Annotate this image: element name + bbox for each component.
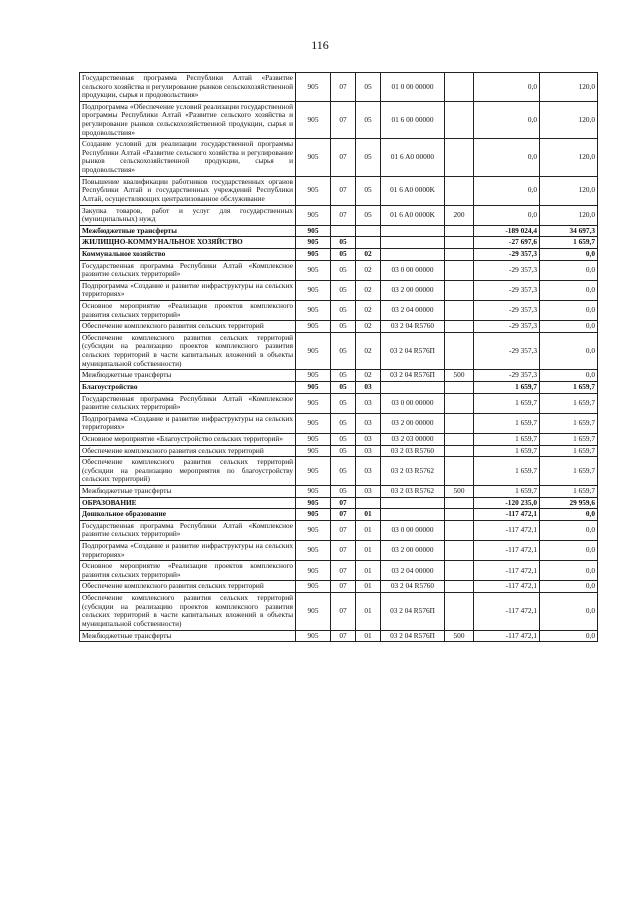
row-target-article: 03 2 03 R5760 xyxy=(381,445,445,457)
row-amount-2: 0,0 xyxy=(540,332,598,369)
row-subsection: 01 xyxy=(356,593,381,630)
row-section: 07 xyxy=(331,205,356,225)
row-section: 07 xyxy=(331,73,356,102)
row-ved: 905 xyxy=(296,593,331,630)
row-subsection xyxy=(356,497,381,509)
row-amount-1: 0,0 xyxy=(474,205,540,225)
row-subsection: 02 xyxy=(356,248,381,260)
row-expense-type xyxy=(445,581,474,593)
row-amount-1: 1 659,7 xyxy=(474,433,540,445)
row-section: 05 xyxy=(331,301,356,321)
table-row xyxy=(80,73,598,102)
row-expense-type: 500 xyxy=(445,370,474,382)
row-section: 05 xyxy=(331,332,356,369)
row-amount-2: 1 659,7 xyxy=(540,485,598,497)
row-section: 05 xyxy=(331,457,356,486)
row-ved: 905 xyxy=(296,237,331,249)
table-row xyxy=(80,260,598,280)
row-amount-2: 0,0 xyxy=(540,630,598,642)
row-expense-type xyxy=(445,280,474,300)
row-target-article: 03 2 00 00000 xyxy=(381,541,445,561)
row-amount-1: -117 472,1 xyxy=(474,630,540,642)
row-target-article: 03 2 03 R5762 xyxy=(381,485,445,497)
row-target-article: 03 2 04 R576П xyxy=(381,593,445,630)
row-amount-2: 120,0 xyxy=(540,73,598,102)
row-amount-2: 0,0 xyxy=(540,248,598,260)
row-section: 05 xyxy=(331,393,356,413)
row-section: 07 xyxy=(331,593,356,630)
row-target-article: 03 0 00 00000 xyxy=(381,260,445,280)
row-ved: 905 xyxy=(296,205,331,225)
row-amount-2: 120,0 xyxy=(540,205,598,225)
row-expense-type xyxy=(445,561,474,581)
row-target-article: 01 6 A0 0000K xyxy=(381,176,445,205)
row-subsection: 01 xyxy=(356,509,381,521)
row-name: Подпрограмма «Создание и развитие инфраструктуры на сельских территориях» xyxy=(80,413,296,433)
row-section: 05 xyxy=(331,260,356,280)
row-amount-1: 1 659,7 xyxy=(474,457,540,486)
row-amount-1: -27 697,6 xyxy=(474,237,540,249)
row-ved: 905 xyxy=(296,497,331,509)
row-ved: 905 xyxy=(296,541,331,561)
row-name: Основное мероприятие «Благоустройство сельских территорий» xyxy=(80,433,296,445)
row-target-article: 03 2 04 00000 xyxy=(381,301,445,321)
table-row xyxy=(80,332,598,369)
row-expense-type xyxy=(445,301,474,321)
row-expense-type: 200 xyxy=(445,205,474,225)
table-row xyxy=(80,393,598,413)
table-row xyxy=(80,381,598,393)
row-subsection: 03 xyxy=(356,381,381,393)
table-row xyxy=(80,457,598,486)
row-amount-1: 1 659,7 xyxy=(474,445,540,457)
row-amount-1: 0,0 xyxy=(474,73,540,102)
row-subsection: 01 xyxy=(356,541,381,561)
table-row xyxy=(80,509,598,521)
row-name: Государственная программа Республики Алтай «Комплексное развитие сельских территорий» xyxy=(80,393,296,413)
row-amount-2: 0,0 xyxy=(540,301,598,321)
row-ved: 905 xyxy=(296,393,331,413)
row-amount-2: 0,0 xyxy=(540,509,598,521)
row-amount-1: 1 659,7 xyxy=(474,413,540,433)
row-name: Обеспечение комплексного развития сельских территорий (субсидии на реализацию проектов комплексного развития сельских территорий в части капитальных вложений в объекты муниципальной собственности) xyxy=(80,332,296,369)
row-target-article: 03 2 04 00000 xyxy=(381,561,445,581)
row-name: Основное мероприятие «Реализация проектов комплексного развития сельских территорий» xyxy=(80,561,296,581)
table-row xyxy=(80,225,598,237)
row-section: 05 xyxy=(331,321,356,333)
row-ved: 905 xyxy=(296,381,331,393)
row-section: 07 xyxy=(331,561,356,581)
table-row xyxy=(80,485,598,497)
table-row xyxy=(80,497,598,509)
row-amount-1: -29 357,3 xyxy=(474,260,540,280)
row-subsection: 05 xyxy=(356,176,381,205)
row-subsection: 01 xyxy=(356,520,381,540)
row-amount-2: 0,0 xyxy=(540,280,598,300)
row-amount-1: -117 472,1 xyxy=(474,593,540,630)
row-amount-1: -29 357,3 xyxy=(474,332,540,369)
row-ved: 905 xyxy=(296,260,331,280)
row-ved: 905 xyxy=(296,370,331,382)
row-amount-1: 1 659,7 xyxy=(474,381,540,393)
row-expense-type xyxy=(445,260,474,280)
page-number: 116 xyxy=(311,38,329,52)
row-section: 07 xyxy=(331,139,356,176)
row-amount-2: 0,0 xyxy=(540,520,598,540)
row-amount-2: 0,0 xyxy=(540,321,598,333)
row-expense-type xyxy=(445,457,474,486)
row-subsection: 02 xyxy=(356,301,381,321)
row-amount-2: 120,0 xyxy=(540,139,598,176)
row-ved: 905 xyxy=(296,445,331,457)
row-amount-2: 29 959,6 xyxy=(540,497,598,509)
row-section: 05 xyxy=(331,485,356,497)
row-name: Государственная программа Республики Алтай «Развитие сельского хозяйства и регулирование рынков сельскохозяйственной продукции, сырья и продовольствия» xyxy=(80,73,296,102)
row-section: 07 xyxy=(331,101,356,138)
row-name: Межбюджетные трансферты xyxy=(80,630,296,642)
row-amount-2: 1 659,7 xyxy=(540,433,598,445)
table-row xyxy=(80,413,598,433)
row-subsection: 03 xyxy=(356,485,381,497)
row-ved: 905 xyxy=(296,73,331,102)
row-amount-2: 0,0 xyxy=(540,593,598,630)
row-ved: 905 xyxy=(296,561,331,581)
row-amount-1: 0,0 xyxy=(474,176,540,205)
row-expense-type: 500 xyxy=(445,485,474,497)
row-amount-1: -117 472,1 xyxy=(474,581,540,593)
row-amount-2: 34 697,3 xyxy=(540,225,598,237)
row-ved: 905 xyxy=(296,485,331,497)
row-subsection xyxy=(356,237,381,249)
row-ved: 905 xyxy=(296,225,331,237)
row-name: Коммунальное хозяйство xyxy=(80,248,296,260)
row-expense-type xyxy=(445,381,474,393)
row-subsection: 03 xyxy=(356,457,381,486)
row-amount-2: 120,0 xyxy=(540,176,598,205)
row-section: 05 xyxy=(331,248,356,260)
table-row xyxy=(80,280,598,300)
budget-table xyxy=(79,72,598,642)
row-name: Благоустройство xyxy=(80,381,296,393)
row-ved: 905 xyxy=(296,280,331,300)
row-expense-type xyxy=(445,101,474,138)
row-section: 07 xyxy=(331,630,356,642)
row-amount-2: 1 659,7 xyxy=(540,413,598,433)
row-amount-2: 1 659,7 xyxy=(540,457,598,486)
row-amount-1: -29 357,3 xyxy=(474,301,540,321)
row-ved: 905 xyxy=(296,520,331,540)
row-expense-type xyxy=(445,593,474,630)
row-name: Основное мероприятие «Реализация проектов комплексного развития сельских территорий» xyxy=(80,301,296,321)
row-name: Межбюджетные трансферты xyxy=(80,485,296,497)
row-target-article: 03 2 00 00000 xyxy=(381,280,445,300)
row-subsection: 03 xyxy=(356,413,381,433)
row-subsection: 02 xyxy=(356,260,381,280)
row-amount-1: 1 659,7 xyxy=(474,485,540,497)
table-body xyxy=(80,73,598,642)
row-target-article xyxy=(381,248,445,260)
row-subsection: 01 xyxy=(356,561,381,581)
row-name: ОБРАЗОВАНИЕ xyxy=(80,497,296,509)
row-subsection: 03 xyxy=(356,433,381,445)
row-target-article: 03 0 00 00000 xyxy=(381,520,445,540)
row-expense-type xyxy=(445,225,474,237)
row-amount-1: 0,0 xyxy=(474,101,540,138)
row-expense-type xyxy=(445,393,474,413)
row-amount-1: -29 357,3 xyxy=(474,280,540,300)
table-row xyxy=(80,630,598,642)
row-name: Подпрограмма «Обеспечение условий реализации государственной программы Республики Алтай «Развитие сельского хозяйства и регулирование рынков сельскохозяйственной продукции, сырья и продовольствия» xyxy=(80,101,296,138)
row-section: 07 xyxy=(331,509,356,521)
row-name: Закупка товаров, работ и услуг для государственных (муниципальных) нужд xyxy=(80,205,296,225)
row-expense-type xyxy=(445,433,474,445)
row-expense-type xyxy=(445,248,474,260)
row-expense-type xyxy=(445,237,474,249)
row-name: Обеспечение комплексного развития сельских территорий (субсидии на реализацию проектов комплексного развития сельских территорий в части капитальных вложений в объекты муниципальной собственности) xyxy=(80,593,296,630)
row-target-article: 03 2 04 R5760 xyxy=(381,321,445,333)
row-ved: 905 xyxy=(296,176,331,205)
row-subsection: 05 xyxy=(356,101,381,138)
row-ved: 905 xyxy=(296,457,331,486)
table-row xyxy=(80,520,598,540)
row-expense-type xyxy=(445,176,474,205)
row-amount-1: -117 472,1 xyxy=(474,509,540,521)
row-expense-type xyxy=(445,509,474,521)
table-row xyxy=(80,248,598,260)
row-ved: 905 xyxy=(296,101,331,138)
row-expense-type xyxy=(445,541,474,561)
row-section xyxy=(331,225,356,237)
table-row xyxy=(80,205,598,225)
row-target-article: 03 2 00 00000 xyxy=(381,413,445,433)
row-amount-2: 0,0 xyxy=(540,541,598,561)
row-ved: 905 xyxy=(296,581,331,593)
row-section: 05 xyxy=(331,445,356,457)
table-row xyxy=(80,101,598,138)
row-amount-2: 1 659,7 xyxy=(540,381,598,393)
table-row xyxy=(80,176,598,205)
row-name: Межбюджетные трансферты xyxy=(80,225,296,237)
row-name: Обеспечение комплексного развития сельских территорий xyxy=(80,581,296,593)
table-row xyxy=(80,321,598,333)
row-expense-type xyxy=(445,497,474,509)
row-section: 05 xyxy=(331,381,356,393)
row-amount-1: -117 472,1 xyxy=(474,561,540,581)
row-amount-1: 0,0 xyxy=(474,139,540,176)
row-amount-1: -29 357,3 xyxy=(474,248,540,260)
row-target-article: 01 6 00 00000 xyxy=(381,101,445,138)
row-subsection: 03 xyxy=(356,445,381,457)
row-expense-type xyxy=(445,321,474,333)
table-row xyxy=(80,301,598,321)
row-subsection: 03 xyxy=(356,393,381,413)
row-amount-2: 120,0 xyxy=(540,101,598,138)
row-subsection xyxy=(356,225,381,237)
row-name: Государственная программа Республики Алтай «Комплексное развитие сельских территорий» xyxy=(80,260,296,280)
row-amount-1: -117 472,1 xyxy=(474,541,540,561)
row-name: Обеспечение комплексного развития сельских территорий (субсидии на реализацию мероприятия по благоустройству сельских территорий) xyxy=(80,457,296,486)
row-target-article: 03 2 03 R5762 xyxy=(381,457,445,486)
row-name: Обеспечение комплексного развития сельских территорий xyxy=(80,321,296,333)
row-expense-type xyxy=(445,520,474,540)
row-expense-type xyxy=(445,413,474,433)
row-amount-1: 1 659,7 xyxy=(474,393,540,413)
row-section: 07 xyxy=(331,176,356,205)
row-section: 05 xyxy=(331,413,356,433)
row-amount-2: 0,0 xyxy=(540,260,598,280)
row-name: Межбюджетные трансферты xyxy=(80,370,296,382)
table-row xyxy=(80,541,598,561)
row-subsection: 02 xyxy=(356,332,381,369)
row-target-article xyxy=(381,381,445,393)
row-amount-2: 1 659,7 xyxy=(540,445,598,457)
table-row xyxy=(80,581,598,593)
table-row xyxy=(80,139,598,176)
row-name: Подпрограмма «Создание и развитие инфраструктуры на сельских территориях» xyxy=(80,541,296,561)
row-target-article: 03 2 04 R5760 xyxy=(381,581,445,593)
row-amount-2: 0,0 xyxy=(540,581,598,593)
row-name: Повышение квалификации работников государственных органов Республики Алтай и государственных учреждений Республики Алтай, осуществляющих централизованное обслуживание xyxy=(80,176,296,205)
row-amount-2: 0,0 xyxy=(540,561,598,581)
row-ved: 905 xyxy=(296,413,331,433)
row-amount-1: -120 235,0 xyxy=(474,497,540,509)
row-expense-type xyxy=(445,445,474,457)
row-amount-1: -29 357,3 xyxy=(474,370,540,382)
row-subsection: 05 xyxy=(356,205,381,225)
row-expense-type xyxy=(445,332,474,369)
row-target-article xyxy=(381,237,445,249)
row-target-article: 03 0 00 00000 xyxy=(381,393,445,413)
row-amount-2: 1 659,7 xyxy=(540,393,598,413)
row-target-article: 03 2 04 R576П xyxy=(381,630,445,642)
row-section: 07 xyxy=(331,541,356,561)
row-expense-type xyxy=(445,73,474,102)
row-amount-1: -29 357,3 xyxy=(474,321,540,333)
row-subsection: 01 xyxy=(356,630,381,642)
row-ved: 905 xyxy=(296,301,331,321)
row-section: 07 xyxy=(331,497,356,509)
row-target-article: 01 0 00 00000 xyxy=(381,73,445,102)
row-subsection: 02 xyxy=(356,280,381,300)
row-section: 07 xyxy=(331,520,356,540)
row-ved: 905 xyxy=(296,630,331,642)
row-section: 05 xyxy=(331,370,356,382)
table-row xyxy=(80,561,598,581)
table-row xyxy=(80,370,598,382)
row-subsection: 05 xyxy=(356,139,381,176)
row-section: 05 xyxy=(331,280,356,300)
row-target-article: 03 2 04 R576П xyxy=(381,370,445,382)
row-target-article xyxy=(381,497,445,509)
row-name: ЖИЛИЩНО-КОММУНАЛЬНОЕ ХОЗЯЙСТВО xyxy=(80,237,296,249)
row-subsection: 02 xyxy=(356,370,381,382)
row-name: Подпрограмма «Создание и развитие инфраструктуры на сельских территориях» xyxy=(80,280,296,300)
row-ved: 905 xyxy=(296,321,331,333)
row-name: Обеспечение комплексного развития сельских территорий xyxy=(80,445,296,457)
row-ved: 905 xyxy=(296,139,331,176)
row-target-article: 01 6 A0 0000K xyxy=(381,205,445,225)
row-target-article xyxy=(381,509,445,521)
row-target-article: 03 2 04 R576П xyxy=(381,332,445,369)
row-target-article: 03 2 03 00000 xyxy=(381,433,445,445)
row-name: Создание условий для реализации государственной программы Республики Алтай «Развитие сельского хозяйства и регулирование рынков сельскохозяйственной продукции, сырья и продовольствия» xyxy=(80,139,296,176)
row-section: 07 xyxy=(331,581,356,593)
row-name: Государственная программа Республики Алтай «Комплексное развитие сельских территорий» xyxy=(80,520,296,540)
row-ved: 905 xyxy=(296,332,331,369)
row-amount-1: -117 472,1 xyxy=(474,520,540,540)
row-amount-2: 0,0 xyxy=(540,370,598,382)
row-expense-type xyxy=(445,139,474,176)
row-amount-2: 1 659,7 xyxy=(540,237,598,249)
row-subsection: 01 xyxy=(356,581,381,593)
table-row xyxy=(80,445,598,457)
row-target-article: 01 6 A0 00000 xyxy=(381,139,445,176)
row-name: Дошкольное образование xyxy=(80,509,296,521)
row-subsection: 02 xyxy=(356,321,381,333)
row-amount-1: -189 024,4 xyxy=(474,225,540,237)
row-target-article xyxy=(381,225,445,237)
table-row xyxy=(80,593,598,630)
table-row xyxy=(80,433,598,445)
row-section: 05 xyxy=(331,237,356,249)
row-ved: 905 xyxy=(296,509,331,521)
row-expense-type: 500 xyxy=(445,630,474,642)
row-subsection: 05 xyxy=(356,73,381,102)
row-ved: 905 xyxy=(296,248,331,260)
table-row xyxy=(80,237,598,249)
row-ved: 905 xyxy=(296,433,331,445)
row-section: 05 xyxy=(331,433,356,445)
